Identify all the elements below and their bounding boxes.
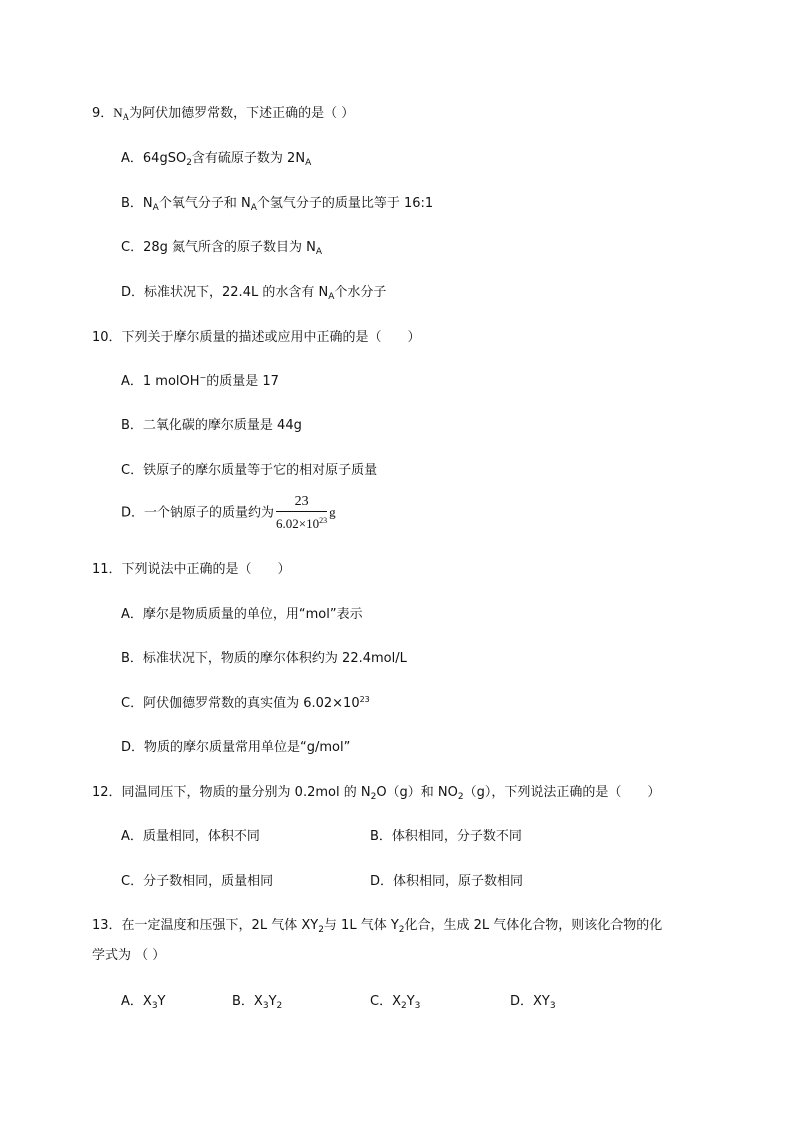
option-label: B． bbox=[121, 651, 143, 666]
question-13-option-a: A．$X_3Y$ bbox=[121, 994, 166, 1011]
question-11-stem: 11．下列说法中正确的是（ ） bbox=[92, 562, 291, 577]
question-12-option-d: D．体积相同，原子数相同 bbox=[370, 874, 524, 889]
question-number: 11． bbox=[92, 562, 122, 577]
question-number: 9． bbox=[92, 106, 114, 121]
option-label: C． bbox=[121, 240, 144, 255]
option-label: C． bbox=[121, 463, 144, 478]
option-label: D． bbox=[121, 505, 145, 521]
question-number: 12． bbox=[92, 785, 122, 800]
option-label: B． bbox=[370, 829, 392, 844]
question-9-option-c: C．28g 氮气所含的原子数目为 $N_A$ bbox=[121, 240, 323, 257]
option-label: D． bbox=[370, 874, 394, 889]
option-label: A． bbox=[121, 607, 143, 622]
option-label: A． bbox=[121, 151, 143, 166]
question-13-stem: 13．在一定温度和压强下，2L 气体 $XY_2$与 1L 气体 $Y_2$化合，生成 2L 气体化合物，则该化合物的化 bbox=[92, 918, 663, 935]
question-13-option-d: D．$XY_3$ bbox=[510, 994, 556, 1011]
fraction-denominator: $6.02\times 10^{23}$ bbox=[276, 516, 328, 531]
question-number: 10． bbox=[92, 330, 122, 345]
question-10-option-d: D．一个钠原子的质量约为 $\frac{23}{6.02\times 10^{23}}$ g bbox=[121, 494, 336, 531]
fraction bbox=[276, 494, 327, 532]
question-11-option-c: C．阿伏伽德罗常数的真实值为 $6.02\times 10^{23}$ bbox=[121, 695, 370, 711]
question-9-option-b: B．$N_A$个氧气分子和 $N_A$个氢气分子的质量比等于 16:1 bbox=[121, 196, 434, 213]
option-label: C． bbox=[370, 994, 393, 1009]
option-label: A． bbox=[121, 374, 143, 389]
option-label: D． bbox=[121, 740, 145, 755]
question-10-stem: 10．下列关于摩尔质量的描述或应用中正确的是（ ） bbox=[92, 330, 421, 345]
option-label: D． bbox=[121, 285, 145, 300]
option-label: A． bbox=[121, 829, 143, 844]
question-10-option-b: B．二氧化碳的摩尔质量是 44g bbox=[121, 418, 302, 433]
question-12-option-c: C．分子数相同，质量相同 bbox=[121, 874, 274, 889]
question-10-option-a: A．1 molOH−的质量是 17 bbox=[121, 373, 279, 389]
question-11-option-a: A．摩尔是物质质量的单位，用“mol”表示 bbox=[121, 607, 363, 622]
question-11-option-b: B．标准状况下，物质的摩尔体积约为 22.4mol/L bbox=[121, 651, 407, 666]
question-13-option-b: B．$X_3Y_2$ bbox=[232, 994, 283, 1011]
question-9-option-a: A．64gSO$_2$含有硫原子数为 $2N_A$ bbox=[121, 151, 312, 168]
option-label: B． bbox=[232, 994, 254, 1009]
question-9-stem: 9．$N_A$为阿伏加德罗常数，下述正确的是（ ） bbox=[92, 105, 355, 122]
question-9-option-d: D．标准状况下，22.4L 的水含有 $N_A$个水分子 bbox=[121, 285, 387, 302]
option-label: B． bbox=[121, 196, 143, 211]
question-13-option-c: C．$X_2Y_3$ bbox=[370, 994, 421, 1011]
option-label: C． bbox=[121, 696, 144, 711]
question-12-option-a: A．质量相同，体积不同 bbox=[121, 829, 260, 844]
fraction-numerator: 23 bbox=[276, 494, 327, 512]
question-12-stem: 12．同温同压下，物质的量分别为 0.2mol 的 $N_2O(g)$和 $NO_2(g)$，下列说法正确的是（ ） bbox=[92, 785, 661, 802]
option-label: D． bbox=[510, 994, 534, 1009]
question-13-stem-continued: 学式为 （ ） bbox=[92, 948, 166, 963]
option-label: B． bbox=[121, 418, 143, 433]
question-10-option-c: C．铁原子的摩尔质量等于它的相对原子质量 bbox=[121, 463, 378, 478]
question-number: 13． bbox=[92, 918, 122, 933]
option-label: C． bbox=[121, 874, 144, 889]
option-label: A． bbox=[121, 994, 143, 1009]
question-11-option-d: D．物质的摩尔质量常用单位是“g/mol” bbox=[121, 740, 351, 755]
question-12-option-b: B．体积相同，分子数不同 bbox=[370, 829, 522, 844]
